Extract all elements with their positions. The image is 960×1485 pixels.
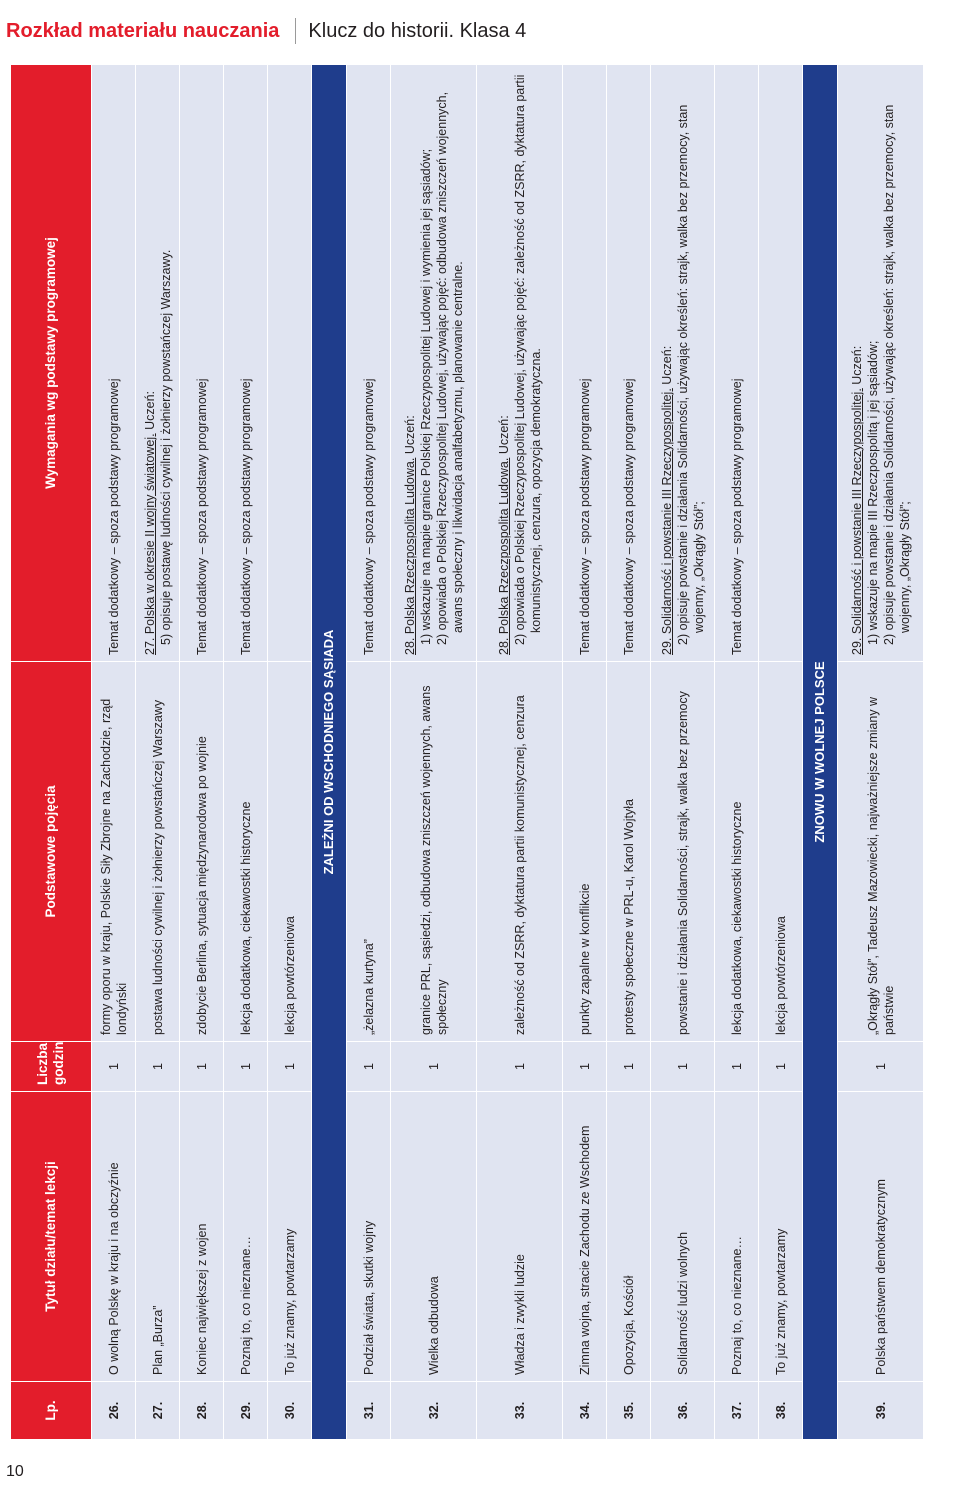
lesson-hours: 1 bbox=[347, 1042, 391, 1092]
table-row bbox=[268, 65, 312, 1440]
lesson-hours: 1 bbox=[838, 1042, 924, 1092]
lesson-number: 27. bbox=[136, 1382, 180, 1440]
lesson-requirements bbox=[268, 65, 312, 662]
requirement-line: 2) opisuje powstanie i działania Solidarności, używając określeń: strajk, walka bez przemocy, stan wojenny, „Okrągły Stół”; bbox=[881, 104, 912, 645]
lesson-requirements bbox=[563, 65, 607, 662]
requirement-line: Temat dodatkowy – spoza podstawy programowej bbox=[621, 378, 636, 655]
lesson-title: To już znamy, powtarzamy bbox=[268, 1092, 312, 1382]
lesson-hours: 1 bbox=[391, 1042, 477, 1092]
requirement-line: Temat dodatkowy – spoza podstawy programowej bbox=[577, 378, 592, 655]
requirement-line: 1) wskazuje na mapie granice Polskiej Rzeczypospolitej Ludowej i wymienia jej sąsiadów; bbox=[418, 148, 433, 645]
lesson-requirements bbox=[759, 65, 803, 662]
lesson-requirements bbox=[92, 65, 136, 662]
requirement-line: 2) opowiada o Polskiej Rzeczypospolitej Ludowej, używając pojęć: odbudowa zniszczeń wojennych, awans społeczny i likwidacja analfabetyzmu, planowanie centralne. bbox=[434, 91, 465, 645]
table-row bbox=[759, 65, 803, 1440]
lesson-requirements bbox=[477, 65, 563, 662]
lesson-number: 34. bbox=[563, 1382, 607, 1440]
lesson-requirements bbox=[391, 65, 477, 662]
lesson-requirements bbox=[651, 65, 715, 662]
lesson-title: Plan „Burza” bbox=[136, 1092, 180, 1382]
lesson-number: 36. bbox=[651, 1382, 715, 1440]
lesson-concepts: „Okrągły Stół”, Tadeusz Mazowiecki, najważniejsze zmiany w państwie bbox=[838, 662, 924, 1042]
header-divider bbox=[295, 18, 296, 44]
table-row bbox=[347, 65, 391, 1440]
table-row bbox=[224, 65, 268, 1440]
lesson-number: 31. bbox=[347, 1382, 391, 1440]
lesson-concepts: zdobycie Berlina, sytuacja międzynarodowa po wojnie bbox=[180, 662, 224, 1042]
table-row bbox=[838, 65, 924, 1440]
table-row bbox=[607, 65, 651, 1440]
lesson-requirements bbox=[347, 65, 391, 662]
requirement-line: Temat dodatkowy – spoza podstawy programowej bbox=[106, 378, 121, 655]
lesson-concepts: punkty zapalne w konflikcie bbox=[563, 662, 607, 1042]
lesson-concepts: lekcja powtórzeniowa bbox=[268, 662, 312, 1042]
requirement-line: 2) opowiada o Polskiej Rzeczypospolitej Ludowej, używając pojęć: zależność od ZSRR, dyktatura partii komunistycznej, cenzura, opozycja demokratyczna. bbox=[512, 74, 543, 645]
requirement-heading: 29. Solidarność i powstanie III Rzeczypospolitej. bbox=[659, 388, 674, 655]
section-row bbox=[312, 65, 347, 1440]
document-subtitle: Klucz do historii. Klasa 4 bbox=[308, 19, 527, 42]
header-lp: Lp. bbox=[11, 1382, 92, 1440]
lesson-number: 29. bbox=[224, 1382, 268, 1440]
lesson-requirements bbox=[136, 65, 180, 662]
requirement-heading: 29. Solidarność i powstanie III Rzeczypospolitej. bbox=[849, 388, 864, 655]
lesson-requirements bbox=[715, 65, 759, 662]
lesson-number: 28. bbox=[180, 1382, 224, 1440]
table-row bbox=[563, 65, 607, 1440]
table-row bbox=[391, 65, 477, 1440]
section-heading: ZALEŻNI OD WSCHODNIEGO SĄSIADA bbox=[312, 65, 347, 1440]
requirement-line: 2) opisuje powstanie i działania Solidarności, używając określeń: strajk, walka bez przemocy, stan wojenny, „Okrągły Stół”; bbox=[675, 104, 706, 645]
requirement-line: 29. Solidarność i powstanie III Rzeczypospolitej. Uczeń: bbox=[849, 345, 864, 655]
requirement-line: 27. Polska w okresie II wojny światowej. Uczeń: bbox=[142, 390, 157, 655]
lesson-title: Polska państwem demokratycznym bbox=[838, 1092, 924, 1382]
requirement-line: 1) wskazuje na mapie III Rzeczpospolitą i jej sąsiadów; bbox=[865, 340, 880, 645]
table-row bbox=[136, 65, 180, 1440]
lesson-title: Wielka odbudowa bbox=[391, 1092, 477, 1382]
requirement-heading: 27. Polska w okresie II wojny światowej. bbox=[142, 433, 157, 655]
lesson-number: 37. bbox=[715, 1382, 759, 1440]
lesson-requirements bbox=[838, 65, 924, 662]
requirement-heading: 28. Polska Rzeczpospolita Ludowa. bbox=[402, 457, 417, 655]
page-header bbox=[6, 14, 526, 48]
lesson-concepts: lekcja powtórzeniowa bbox=[759, 662, 803, 1042]
lesson-title: O wolną Polskę w kraju i na obczyźnie bbox=[92, 1092, 136, 1382]
lesson-title: Podział świata, skutki wojny bbox=[347, 1092, 391, 1382]
lesson-number: 32. bbox=[391, 1382, 477, 1440]
requirement-line: Temat dodatkowy – spoza podstawy programowej bbox=[238, 378, 253, 655]
lesson-title: Władza i zwykli ludzie bbox=[477, 1092, 563, 1382]
lesson-concepts: postawa ludności cywilnej i żołnierzy powstańczej Warszawy bbox=[136, 662, 180, 1042]
lesson-number: 30. bbox=[268, 1382, 312, 1440]
lesson-number: 39. bbox=[838, 1382, 924, 1440]
table-header-row bbox=[11, 65, 92, 1440]
lesson-title: Solidarność ludzi wolnych bbox=[651, 1092, 715, 1382]
lesson-hours: 1 bbox=[268, 1042, 312, 1092]
header-concepts: Podstawowe pojęcia bbox=[11, 662, 92, 1042]
table-body bbox=[92, 65, 924, 1440]
requirement-line: Temat dodatkowy – spoza podstawy programowej bbox=[729, 378, 744, 655]
table-row bbox=[651, 65, 715, 1440]
requirement-line: 28. Polska Rzeczpospolita Ludowa. Uczeń: bbox=[402, 415, 417, 655]
lesson-number: 33. bbox=[477, 1382, 563, 1440]
lesson-hours: 1 bbox=[607, 1042, 651, 1092]
section-row bbox=[803, 65, 838, 1440]
lesson-hours: 1 bbox=[477, 1042, 563, 1092]
requirement-line: 5) opisuje postawę ludności cywilnej i żołnierzy powstańczej Warszawy. bbox=[158, 249, 173, 645]
lesson-hours: 1 bbox=[563, 1042, 607, 1092]
table-row bbox=[180, 65, 224, 1440]
requirement-line: 29. Solidarność i powstanie III Rzeczypospolitej. Uczeń: bbox=[659, 345, 674, 655]
lesson-concepts: granice PRL, sąsiedzi, odbudowa zniszczeń wojennych, awans społeczny bbox=[391, 662, 477, 1042]
lesson-number: 26. bbox=[92, 1382, 136, 1440]
lesson-requirements bbox=[180, 65, 224, 662]
lesson-number: 35. bbox=[607, 1382, 651, 1440]
requirement-line: Temat dodatkowy – spoza podstawy programowej bbox=[361, 378, 376, 655]
lesson-title: Zimna wojna, stracie Zachodu ze Wschodem bbox=[563, 1092, 607, 1382]
table-row bbox=[92, 65, 136, 1440]
header-title: Tytuł działu/temat lekcji bbox=[11, 1092, 92, 1382]
lesson-hours: 1 bbox=[92, 1042, 136, 1092]
lesson-hours: 1 bbox=[759, 1042, 803, 1092]
header-hours: Liczba godzin bbox=[11, 1042, 92, 1092]
lesson-concepts: protesty społeczne w PRL-u, Karol Wojtyła bbox=[607, 662, 651, 1042]
document-title: Rozkład materiału nauczania bbox=[6, 19, 280, 42]
requirement-line: 28. Polska Rzeczpospolita Ludowa. Uczeń: bbox=[496, 415, 511, 655]
requirement-line: Temat dodatkowy – spoza podstawy programowej bbox=[194, 378, 209, 655]
lesson-hours: 1 bbox=[224, 1042, 268, 1092]
lesson-title: Opozycja, Kościół bbox=[607, 1092, 651, 1382]
lesson-title: Poznaj to, co nieznane… bbox=[715, 1092, 759, 1382]
lesson-concepts: powstanie i działania Solidarności, strajk, walka bez przemocy bbox=[651, 662, 715, 1042]
lesson-title: To już znamy, powtarzamy bbox=[759, 1092, 803, 1382]
lesson-number: 38. bbox=[759, 1382, 803, 1440]
lesson-requirements bbox=[607, 65, 651, 662]
table-row bbox=[715, 65, 759, 1440]
lesson-title: Poznaj to, co nieznane… bbox=[224, 1092, 268, 1382]
rotated-table-wrapper bbox=[10, 65, 935, 1440]
lesson-hours: 1 bbox=[136, 1042, 180, 1092]
header-requirements: Wymagania wg podstawy programowej bbox=[11, 65, 92, 662]
lesson-concepts: lekcja dodatkowa, ciekawostki historyczne bbox=[715, 662, 759, 1042]
lesson-concepts: formy oporu w kraju, Polskie Siły Zbrojne na Zachodzie, rząd londyński bbox=[92, 662, 136, 1042]
lesson-concepts: zależność od ZSRR, dyktatura partii komunistycznej, cenzura bbox=[477, 662, 563, 1042]
lesson-hours: 1 bbox=[651, 1042, 715, 1092]
lesson-hours: 1 bbox=[715, 1042, 759, 1092]
lesson-concepts: lekcja dodatkowa, ciekawostki historyczne bbox=[224, 662, 268, 1042]
lesson-concepts: „żelazna kurtyna” bbox=[347, 662, 391, 1042]
lesson-title: Koniec największej z wojen bbox=[180, 1092, 224, 1382]
lesson-requirements bbox=[224, 65, 268, 662]
requirement-heading: 28. Polska Rzeczpospolita Ludowa. bbox=[496, 457, 511, 655]
page-number: 10 bbox=[6, 1463, 24, 1480]
curriculum-table bbox=[10, 64, 924, 1440]
section-heading: ZNOWU W WOLNEJ POLSCE bbox=[803, 65, 838, 1440]
table-row bbox=[477, 65, 563, 1440]
lesson-hours: 1 bbox=[180, 1042, 224, 1092]
